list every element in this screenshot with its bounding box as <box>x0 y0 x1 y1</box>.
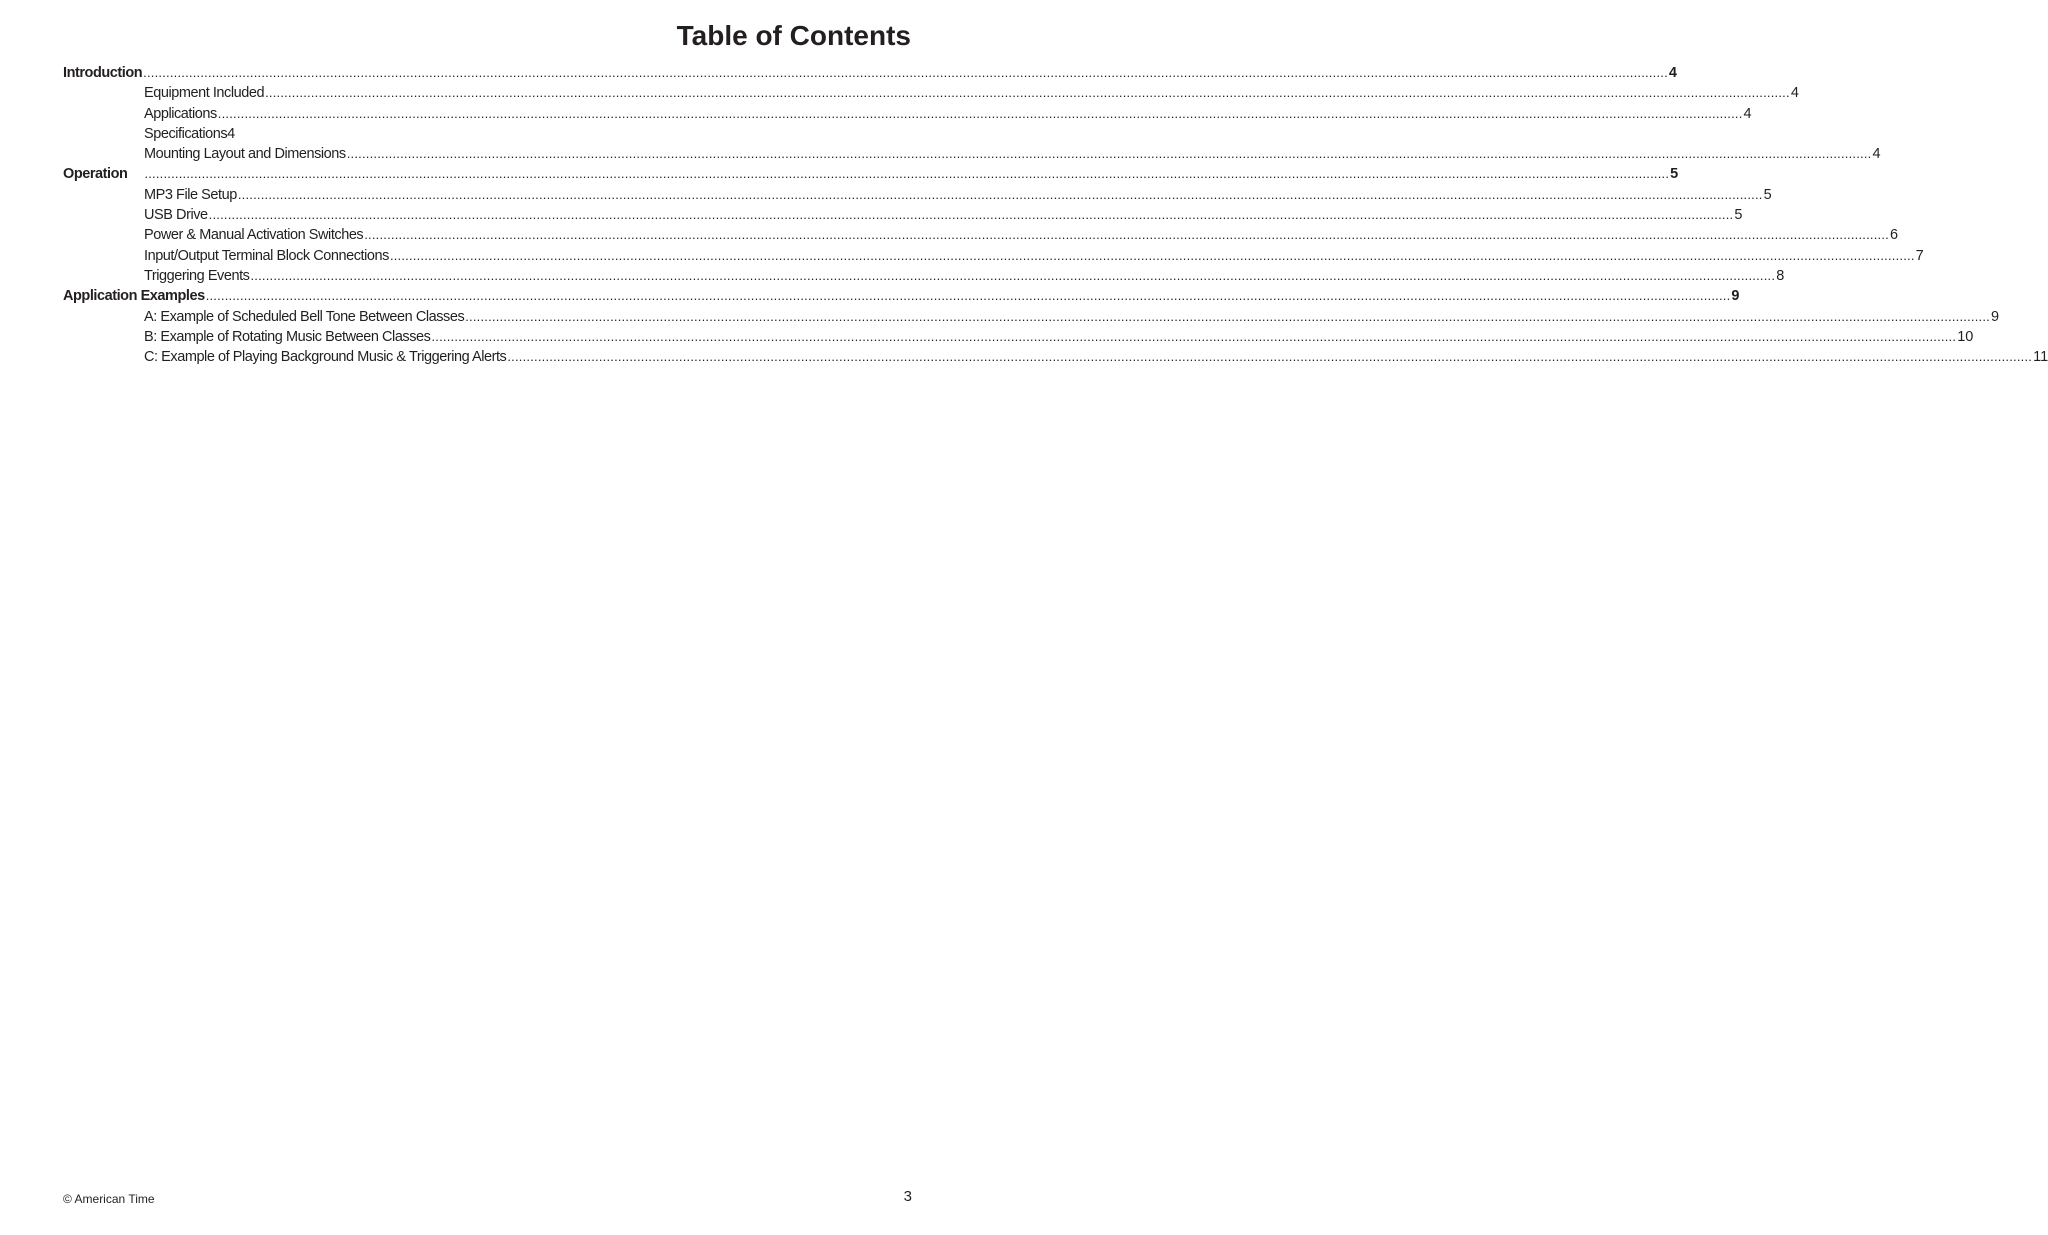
dot-leader: ................................................................................................................................................................................................................................................................................................................................................................................................................ <box>237 186 1763 202</box>
toc-entry-page: 4 <box>1790 85 1799 102</box>
toc-entry-terminal-block[interactable] <box>63 246 1924 266</box>
toc-entry-page: 6 <box>1889 227 1899 244</box>
toc-entry-introduction[interactable] <box>63 63 1677 83</box>
toc-entry-mounting-layout[interactable] <box>63 144 1881 164</box>
toc-entry-page: 5 <box>1734 207 1743 224</box>
toc-entry-title: B: Example of Rotating Music Between Classes <box>144 328 431 345</box>
toc-entry-title: MP3 File Setup <box>144 186 237 203</box>
toc-entry-example-b[interactable] <box>63 327 1974 347</box>
toc-entry-specifications[interactable] <box>63 124 888 144</box>
toc-entry-applications[interactable] <box>63 104 1752 124</box>
dot-leader: ................................................................................................................................................................................................................................................................................................................................................................................................................ <box>431 328 1957 344</box>
toc-entry-title: Specifications4 <box>144 125 235 142</box>
toc-entry-page: 10 <box>1957 328 1974 345</box>
dot-leader: ................................................................................................................................................................................................................................................................................................................................................................................................................ <box>143 65 1668 80</box>
dot-leader: ................................................................................................................................................................................................................................................................................................................................................................................................................ <box>205 288 1731 304</box>
dot-leader: ................................................................................................................................................................................................................................................................................................................................................................................................................ <box>364 227 1889 243</box>
toc-entry-title: USB Drive <box>144 207 208 224</box>
toc-entry-example-a[interactable] <box>63 307 2000 327</box>
toc-entry-title: Introduction <box>63 65 143 81</box>
toc-entry-application-examples[interactable] <box>63 286 1740 306</box>
table-of-contents <box>63 63 2048 367</box>
page-title: Table of Contents <box>676 20 911 51</box>
toc-entry-title: Input/Output Terminal Block Connections <box>144 247 389 264</box>
toc-entry-page: 4 <box>1872 146 1881 163</box>
footer-page-number: 3 <box>903 1188 912 1205</box>
toc-entry-operation[interactable] <box>63 164 1679 184</box>
toc-entry-title: Equipment Included <box>144 85 265 102</box>
toc-entry-title: Power & Manual Activation Switches <box>144 227 364 244</box>
toc-entry-page: 7 <box>1915 247 1924 264</box>
toc-entry-equipment-included[interactable] <box>63 83 1799 103</box>
toc-entry-title: Mounting Layout and Dimensions <box>144 146 346 163</box>
footer-copyright: © American Time <box>63 1192 155 1206</box>
toc-entry-usb-drive[interactable] <box>63 205 1743 225</box>
toc-entry-title: A: Example of Scheduled Bell Tone Between Classes <box>144 308 465 325</box>
toc-entry-page: 4 <box>1743 105 1752 122</box>
dot-leader: ................................................................................................................................................................................................................................................................................................................................................................................................................ <box>144 166 1670 182</box>
toc-entry-page: 9 <box>1990 308 2000 325</box>
toc-entry-page: 8 <box>1776 267 1785 284</box>
toc-entry-page: 11 <box>2033 349 2048 366</box>
toc-entry-power-switches[interactable] <box>63 225 1899 245</box>
toc-entry-title: Triggering Events <box>144 267 250 284</box>
dot-leader: ................................................................................................................................................................................................................................................................................................................................................................................................................ <box>389 247 1915 263</box>
toc-entry-example-c[interactable] <box>63 347 2048 367</box>
dot-leader: ................................................................................................................................................................................................................................................................................................................................................................................................................ <box>217 105 1743 121</box>
toc-entry-title: C: Example of Playing Background Music & Triggering Alerts <box>144 349 507 366</box>
dot-leader: ................................................................................................................................................................................................................................................................................................................................................................................................................ <box>265 85 1790 101</box>
dot-leader: ................................................................................................................................................................................................................................................................................................................................................................................................................ <box>507 349 2033 365</box>
toc-entry-page: 9 <box>1731 288 1740 305</box>
dot-leader: ................................................................................................................................................................................................................................................................................................................................................................................................................ <box>250 267 1776 283</box>
toc-entry-title: Operation <box>63 166 128 183</box>
toc-entry-page: 5 <box>1670 166 1679 183</box>
toc-entry-triggering-events[interactable] <box>63 266 1785 286</box>
toc-entry-title: Applications <box>144 105 217 122</box>
toc-entry-page: 5 <box>1763 186 1772 203</box>
dot-leader: ................................................................................................................................................................................................................................................................................................................................................................................................................ <box>208 207 1734 223</box>
dot-leader: ................................................................................................................................................................................................................................................................................................................................................................................................................ <box>346 146 1872 162</box>
dot-leader: ................................................................................................................................................................................................................................................................................................................................................................................................................ <box>465 308 1990 324</box>
toc-entry-page: 4 <box>1668 65 1677 81</box>
toc-entry-mp3-file-setup[interactable] <box>63 185 1772 205</box>
toc-entry-title: Application Examples <box>63 288 205 305</box>
